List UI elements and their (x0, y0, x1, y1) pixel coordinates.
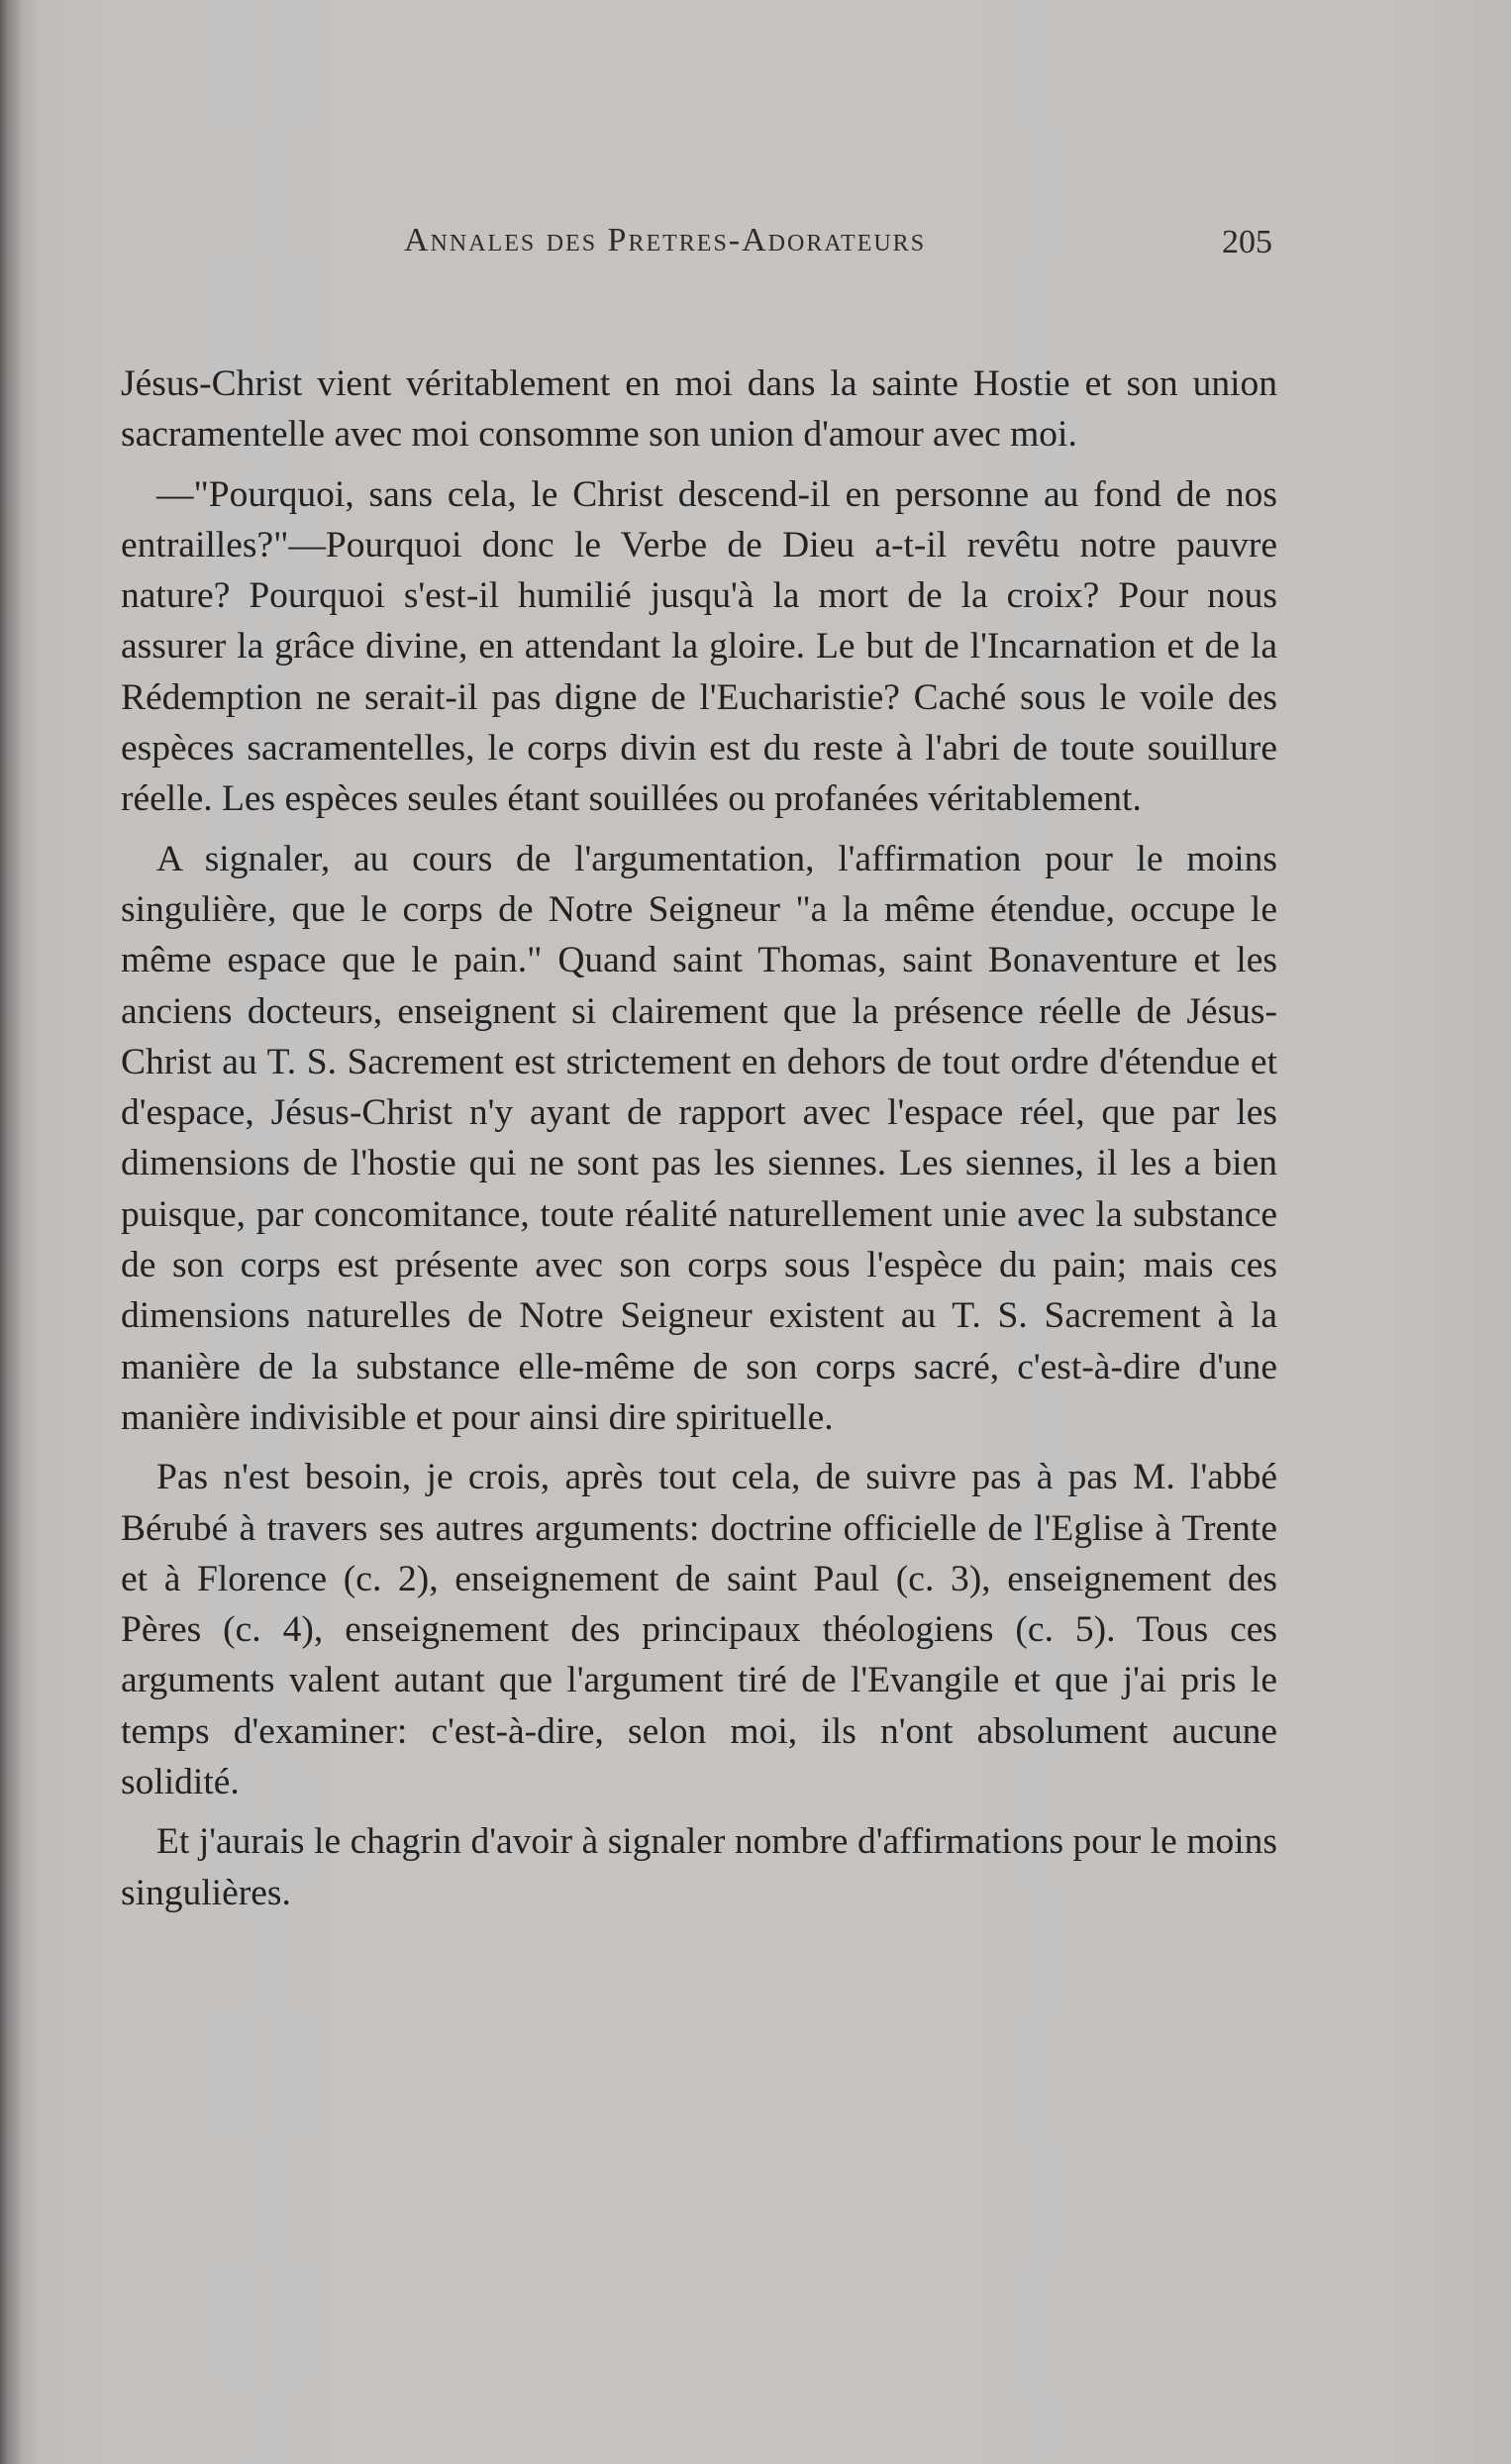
paragraph: —"Pourquoi, sans cela, le Christ descend-il en personne au fond de nos entrailles?"—Pourquoi donc le Verbe de Dieu a-t-il revêtu notre pauvre nature? Pourquoi s'est-il humilié jusqu'à la mort de la croix? Pour nous assurer la grâce divine, en attendant la gloire. Le but de l'Incarnation et de la Rédemption ne serait-il pas digne de l'Eucharistie? Caché sous le voile des espèces sacramentelles, le corps divin est du reste à l'abri de toute souillure réelle. Les espèces seules étant souillées ou profanées véritablement. (121, 473, 1277, 820)
paragraph: Jésus-Christ vient véritablement en moi dans la sainte Hostie et son union sacramentelle avec moi consomme son union d'amour avec moi. (121, 363, 1277, 456)
spine-shadow (0, 0, 22, 2464)
paragraph: Pas n'est besoin, je crois, après tout cela, de suivre pas à pas M. l'abbé Bérubé à travers ses autres arguments: doctrine officielle de l'Eglise à Trente et à Florence (c. 2), enseignement de saint Paul (c. 3), enseignement des Pères (c. 4), enseignement des principaux théologiens (c. 5). Tous ces arguments valent autant que l'argument tiré de l'Evangile et que j'ai pris le temps d'examiner: c'est-à-dire, selon moi, ils n'ont absolument aucune solidité. (121, 1457, 1277, 1803)
paragraph: A signaler, au cours de l'argumentation, l'affirmation pour le moins singulière, que le corps de Notre Seigneur "a la même étendue, occupe le même espace que le pain." Quand saint Thomas, saint Bonaventure et les anciens docteurs, enseignent si clairement que la présence réelle de Jésus-Christ au T. S. Sacrement est strictement en dehors de tout ordre d'étendue et d'espace, Jésus-Christ n'y ayant de rapport avec l'espace réel, que par les dimensions de l'hostie qui ne sont pas les siennes. Les siennes, il les a bien puisque, par concomitance, toute réalité naturellement unie avec la substance de son corps est présente avec son corps sous l'espèce du pain; mais ces dimensions naturelles de Notre Seigneur existent au T. S. Sacrement à la manière de la substance elle-même de son corps sacré, c'est-à-dire d'une manière indivisible et pour ainsi dire spirituelle. (121, 838, 1277, 1438)
page-number: 205 (1222, 224, 1272, 260)
running-head: Annales des Pretres-Adorateurs (404, 222, 927, 258)
body-text (121, 359, 1277, 1918)
paragraph: Et j'aurais le chagrin d'avoir à signaler nombre d'affirmations pour le moins singulières. (121, 1821, 1277, 1913)
